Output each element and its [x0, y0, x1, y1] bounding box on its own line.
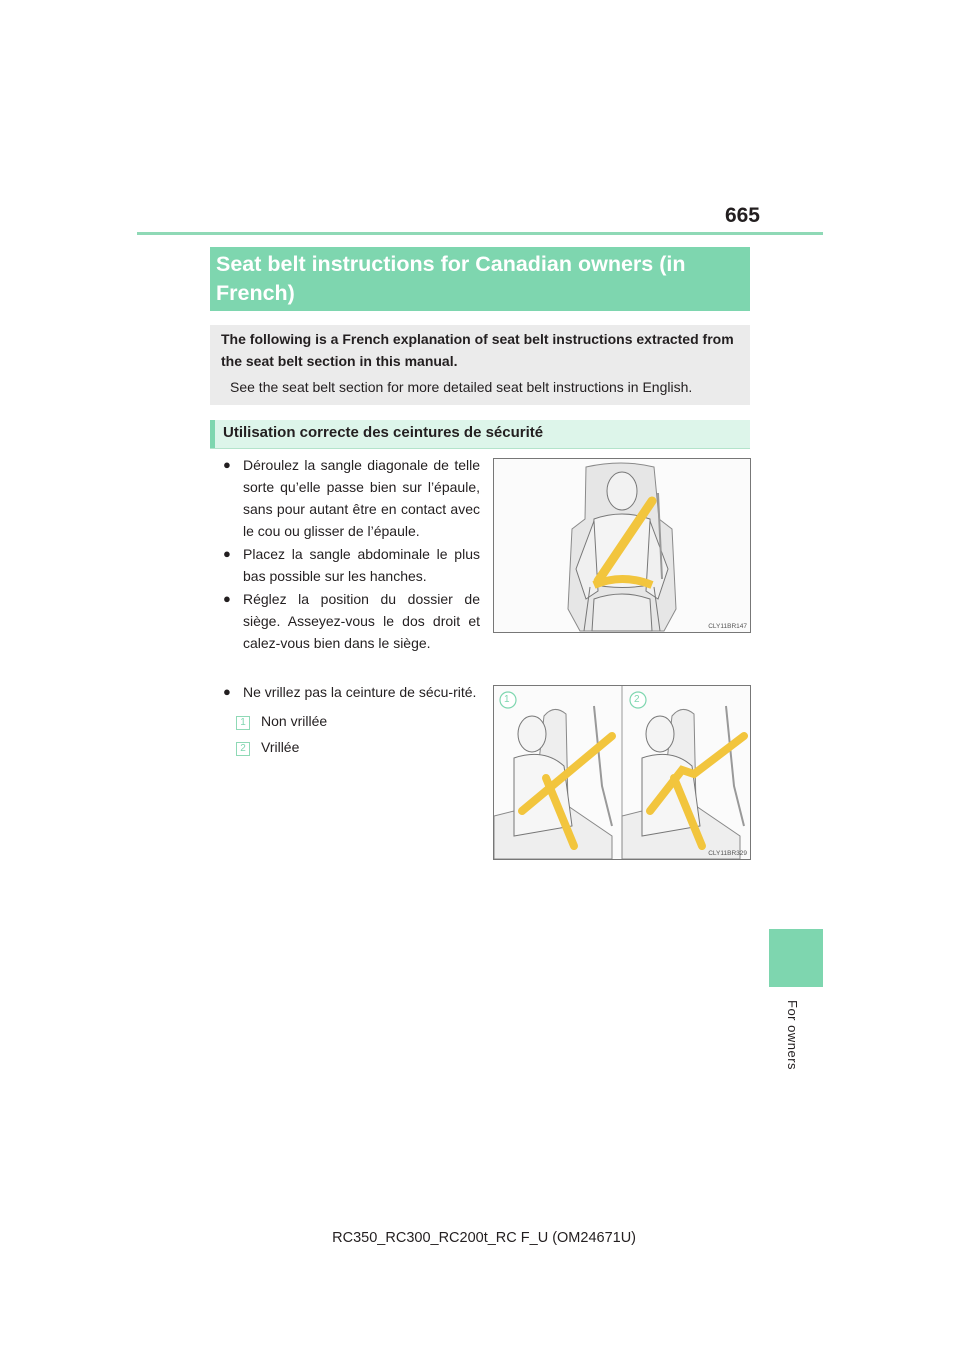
bullet-list — [223, 454, 480, 655]
seatbelt-side-drawing — [494, 686, 750, 859]
bullet-text: Placez la sangle abdominale le plus bas possible sur les hanches. — [243, 546, 480, 584]
legend-label: Vrillée — [261, 739, 300, 755]
section-tab-label-wrap — [760, 1000, 800, 1080]
bullet-text: Ne vrillez pas la ceinture de sécu-rité. — [243, 684, 477, 700]
bullet-item — [223, 454, 480, 542]
subheading: Utilisation correcte des ceintures de sécurité — [223, 424, 544, 441]
bullet-icon: ● — [223, 684, 231, 699]
bullet-item — [223, 681, 480, 703]
figure-callout-1: 1 — [504, 694, 510, 705]
legend-item — [223, 710, 480, 736]
bullet-icon: ● — [223, 457, 231, 472]
figure-callout-2: 2 — [634, 694, 640, 705]
bullet-icon: ● — [223, 546, 231, 561]
intro-box — [210, 325, 750, 405]
section-title-bar — [210, 247, 750, 311]
section-tab-label: For owners — [785, 1000, 800, 1071]
intro-note: See the seat belt section for more detailed seat belt instructions in English. — [230, 379, 693, 395]
panel-not-twisted — [494, 706, 612, 859]
legend-item — [223, 736, 480, 762]
seatbelt-front-illustration — [493, 458, 751, 633]
seatbelt-front-drawing — [494, 459, 750, 632]
seatbelt-twist-illustration — [493, 685, 751, 860]
subheading-accent — [210, 420, 215, 448]
legend-number: 1 — [236, 716, 250, 730]
section-tab — [769, 929, 823, 987]
bullet-item — [223, 588, 480, 654]
bullet-text: Réglez la position du dossier de siège. Asseyez-vous le dos droit et calez-vous bien dans le siège. — [243, 591, 480, 651]
figure-code: CLY11BR329 — [708, 850, 747, 857]
header-rule — [137, 232, 823, 235]
bullet-list-2 — [223, 681, 480, 762]
intro-text: The following is a French explanation of seat belt instructions extracted from the seat belt section in this manual. — [221, 331, 734, 369]
subheading-bar — [210, 420, 750, 449]
footer-model-code: RC350_RC300_RC200t_RC F_U (OM24671U) — [332, 1230, 636, 1246]
panel-twisted — [622, 706, 744, 859]
bullet-text: Déroulez la sangle diagonale de telle sorte qu’elle passe bien sur l’épaule, sans pour autant être en contact avec le cou ou glisser de l’épaule. — [243, 457, 480, 539]
figure-code: CLY11BR147 — [708, 623, 747, 630]
page-number: 665 — [724, 204, 760, 227]
bullet-icon: ● — [223, 591, 231, 606]
section-title: Seat belt instructions for Canadian owners (in French) — [216, 252, 686, 305]
bullet-item — [223, 543, 480, 587]
legend-number: 2 — [236, 742, 250, 756]
legend-label: Non vrillée — [261, 713, 328, 729]
